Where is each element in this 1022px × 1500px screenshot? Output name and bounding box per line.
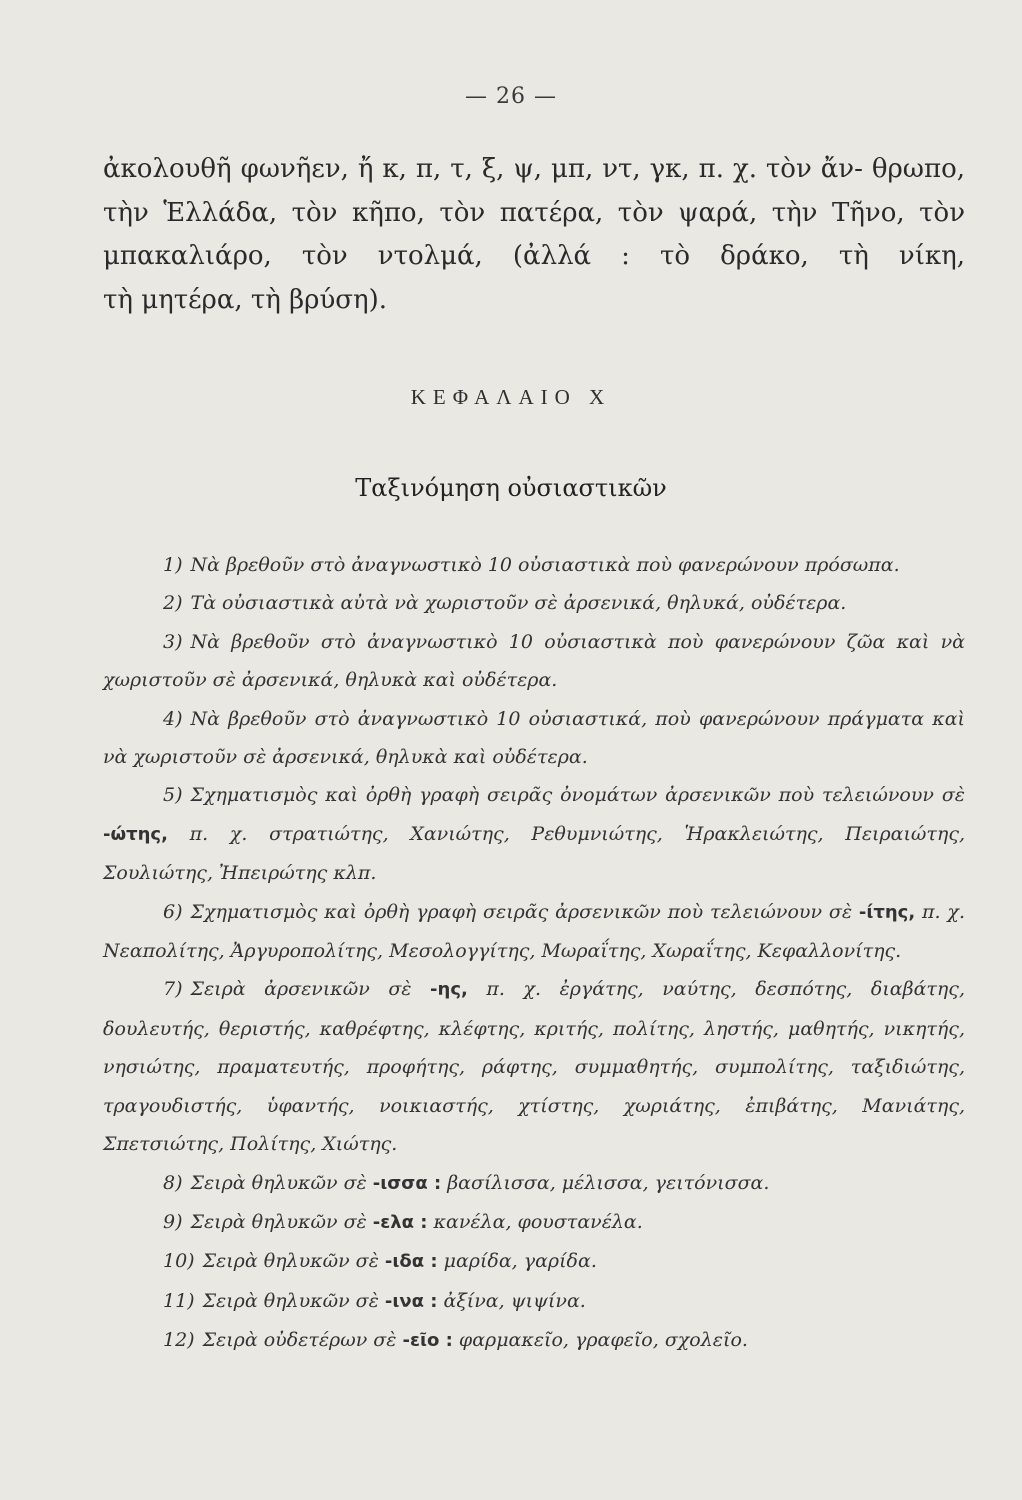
list-item xyxy=(103,623,965,700)
item-examples: φαρμακεῖο, γραφεῖο, σχολεῖο. xyxy=(452,1329,748,1352)
suffix-label: -ελα : xyxy=(372,1211,428,1233)
item-examples: ἀξίνα, ψιψίνα. xyxy=(437,1289,586,1312)
list-item xyxy=(103,584,965,622)
list-item xyxy=(103,970,965,1163)
item-text: Νὰ βρεθοῦν στὸ ἀναγνωστικὸ 10 οὐσιαστικά, ποὺ φανερώνουν πράγματα καὶ νὰ χωριστοῦν σὲ ἀρσενικά, θηλυκὰ καὶ οὐδέτερα. xyxy=(103,707,965,769)
intro-line-3: Τῆνο, τὸν μπακαλιάρο, τὸν ντολμά, (ἀλλά : τὸ δράκο, τὴ νίκη, xyxy=(103,197,966,272)
item-text: Νὰ βρεθοῦν στὸ ἀναγνωστικὸ 10 οὐσιαστικὰ ποὺ φανερώνουν πρόσωπα. xyxy=(190,554,900,576)
item-text: Σειρὰ ἀρσενικῶν σὲ xyxy=(190,978,431,1001)
suffix-label: -ιδα : xyxy=(384,1251,438,1273)
item-number: 10) xyxy=(163,1250,195,1273)
list-item xyxy=(103,893,965,971)
item-number: 4) xyxy=(163,707,183,730)
item-text: Σειρὰ θηλυκῶν σὲ xyxy=(190,1171,373,1194)
item-examples: π. χ. στρατιώτης, Χανιώτης, Ρεθυμνιώτης, Ἡρακλειώτης, Πειραιώτης, Σουλιώτης, Ἠπειρώτης κλπ. xyxy=(103,822,965,885)
suffix-label: -ώτης, xyxy=(103,823,168,845)
item-text: Σειρὰ οὐδετέρων σὲ xyxy=(202,1329,403,1352)
exercise-list xyxy=(103,546,965,1361)
item-number: 6) xyxy=(163,900,183,923)
intro-line-1: ἀκολουθῆ φωνῆεν, ἤ κ, π, τ, ξ, ψ, μπ, ντ, γκ, π. χ. τὸν ἄν- xyxy=(103,154,863,184)
item-number: 5) xyxy=(163,784,183,807)
item-number: 8) xyxy=(163,1171,183,1194)
item-text: Σειρὰ θηλυκῶν σὲ xyxy=(202,1289,385,1312)
suffix-label: -ίτης, xyxy=(858,901,916,923)
chapter-heading: ΚΕΦΑΛΑΙΟ Χ xyxy=(410,385,612,409)
intro-line-4: τὴ μητέρα, τὴ βρύση). xyxy=(103,285,388,316)
item-number: 7) xyxy=(163,978,183,1001)
item-examples: π. χ. ἐργάτης, ναύτης, δεσπότης, διαβάτης, δουλευτής, θεριστής, καθρέφτης, κλέφτης, κριτής, πολίτης, ληστής, μαθητής, νικητής, νησιώτης, πραματευτής, προφήτης, ράφτης, συμμαθητής, συμπολίτης, ταξιδιώτης, τραγουδιστής, ὑφαντής, νοικιαστής, χτίστης, χωριάτης, ἐπιβάτης, Μανιάτης, Σπετσιώτης, Πολίτης, Χιώτης. xyxy=(103,978,965,1156)
suffix-label: -εῖο : xyxy=(402,1330,453,1352)
suffix-label: -ινα : xyxy=(384,1290,438,1312)
list-item xyxy=(103,1203,965,1242)
item-examples: κανέλα, φουστανέλα. xyxy=(427,1210,643,1233)
suffix-label: -ισσα : xyxy=(372,1172,442,1194)
item-examples: βασίλισσα, μέλισσα, γειτόνισσα. xyxy=(441,1171,770,1194)
item-examples: π. χ. Νεαπολίτης, Ἀργυροπολίτης, Μεσολογγίτης, Μωραΐτης, Χωραΐτης, Κεφαλλονίτης. xyxy=(103,900,965,963)
list-item xyxy=(103,1242,965,1281)
item-text: Σχηματισμὸς καὶ ὀρθὴ γραφὴ σειρᾶς ὀνομάτων ἀρσενικῶν ποὺ τελειώνουν σὲ xyxy=(190,784,965,807)
item-text: Σειρὰ θηλυκῶν σὲ xyxy=(190,1210,373,1233)
item-text: Τὰ οὐσιαστικὰ αὐτὰ νὰ χωριστοῦν σὲ ἀρσενικά, θηλυκά, οὐδέτερα. xyxy=(190,592,847,615)
list-item xyxy=(103,1164,965,1203)
item-number: 11) xyxy=(163,1289,195,1312)
list-item xyxy=(103,1321,965,1360)
section-title: Ταξινόμηση οὐσιαστικῶν xyxy=(355,474,667,502)
list-item xyxy=(103,546,965,584)
page-number: — 26 — xyxy=(465,84,557,109)
list-item xyxy=(103,700,965,777)
list-item xyxy=(103,1282,965,1321)
suffix-label: -ης, xyxy=(430,979,468,1001)
item-text: Νὰ βρεθοῦν στὸ ἀναγνωστικὸ 10 οὐσιαστικὰ ποὺ φανερώνουν ζῶα καὶ νὰ χωριστοῦν σὲ ἀρσενικά, θηλυκὰ καὶ οὐδέτερα. xyxy=(103,630,965,692)
intro-paragraph xyxy=(103,148,965,323)
item-text: Σειρὰ θηλυκῶν σὲ xyxy=(202,1250,385,1273)
intro-line-2: θρωπο, τὴν Ἑλλάδα, τὸν κῆπο, τὸν πατέρα, τὸν ψαρά, τὴν xyxy=(103,154,965,228)
item-number: 12) xyxy=(163,1329,195,1352)
item-number: 3) xyxy=(163,630,183,653)
item-number: 1) xyxy=(163,554,183,576)
item-number: 9) xyxy=(163,1210,183,1233)
item-examples: μαρίδα, γαρίδα. xyxy=(437,1250,597,1273)
list-item xyxy=(103,776,965,892)
item-number: 2) xyxy=(163,592,183,615)
item-text: Σχηματισμὸς καὶ ὀρθὴ γραφὴ σειρᾶς ἀρσενικῶν ποὺ τελειώνουν σὲ xyxy=(190,900,859,923)
